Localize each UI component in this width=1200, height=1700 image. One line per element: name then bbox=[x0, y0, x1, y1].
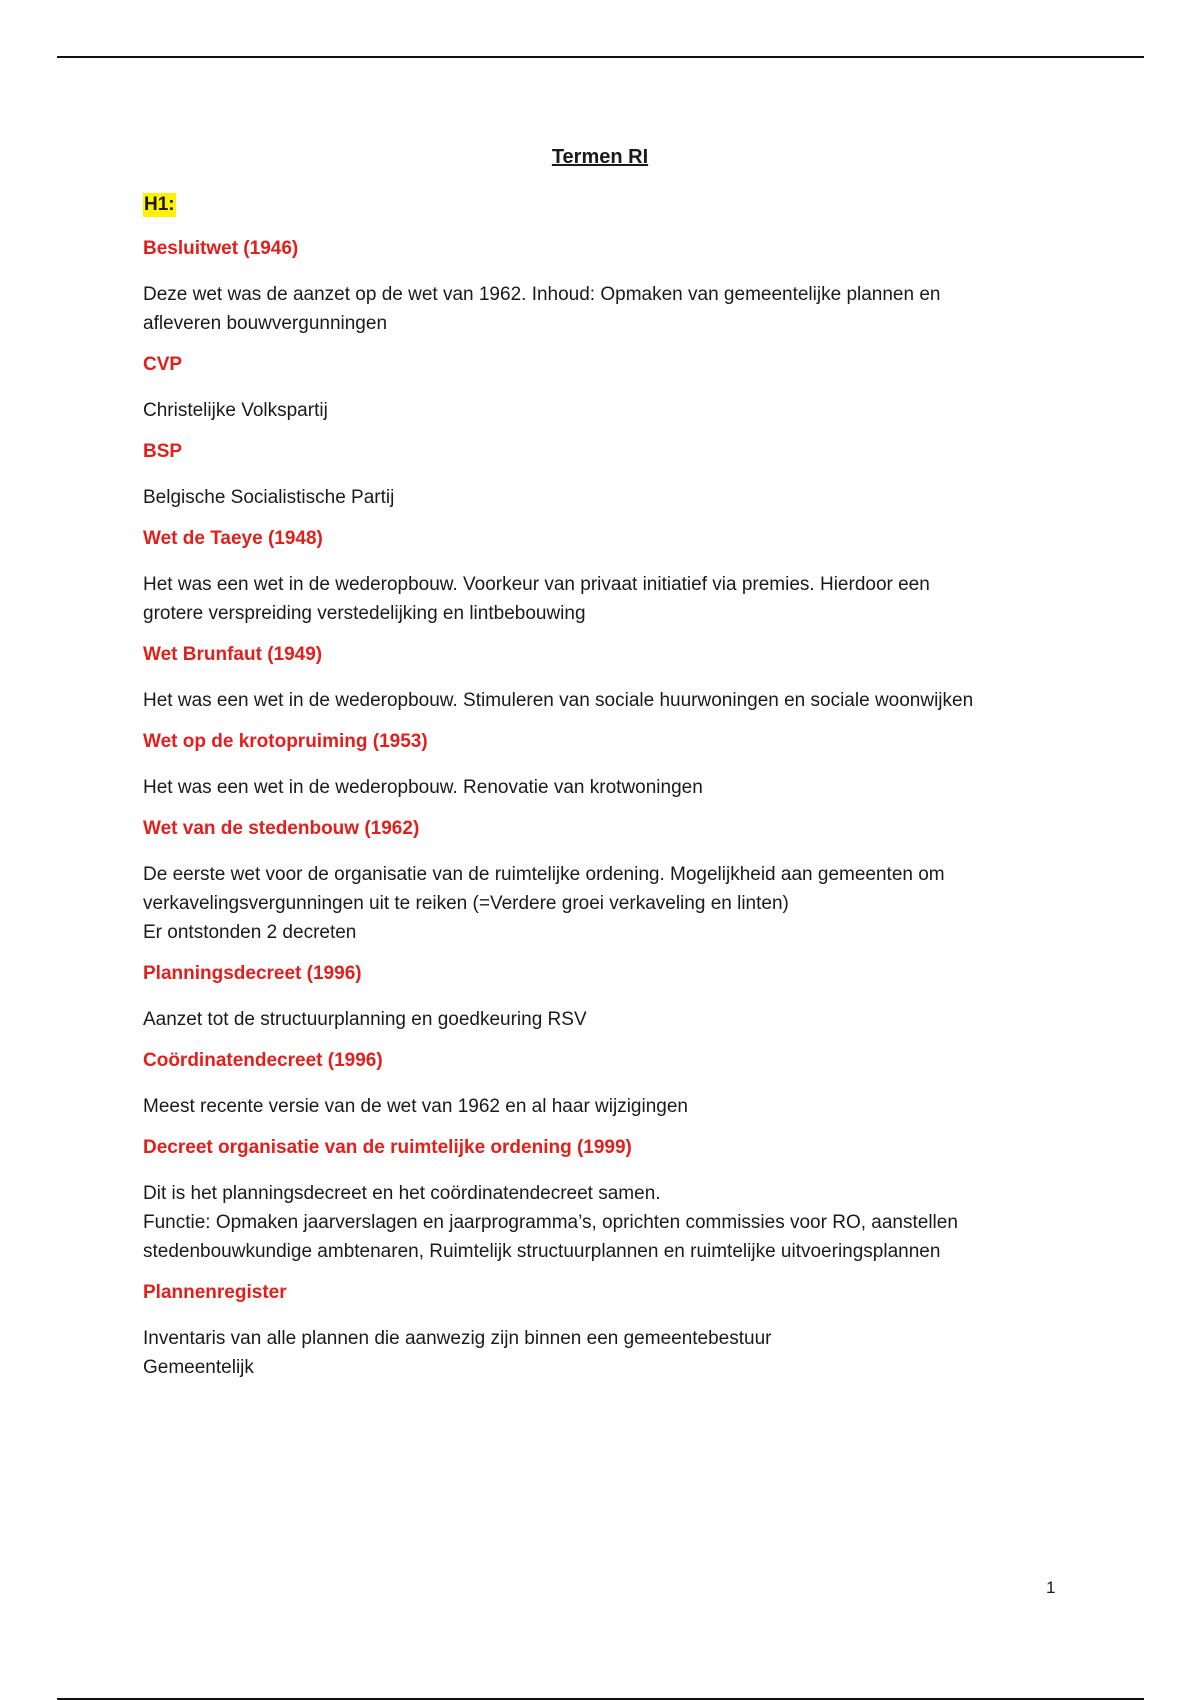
term-entry bbox=[143, 642, 1083, 715]
term-heading: BSP bbox=[143, 441, 183, 462]
definition-line: Aanzet tot de structuurplanning en goedkeuring RSV bbox=[143, 1009, 587, 1030]
term-entry bbox=[143, 1135, 1083, 1266]
definition-line: verkavelingsvergunningen uit te reiken (=Verdere groei verkaveling en linten) bbox=[143, 893, 789, 914]
definition-line: Het was een wet in de wederopbouw. Voorkeur van privaat initiatief via premies. Hierdoor een bbox=[143, 574, 930, 595]
definition-line: Gemeentelijk bbox=[143, 1357, 254, 1378]
term-entry bbox=[143, 1048, 1083, 1121]
definition-line: Belgische Socialistische Partij bbox=[143, 487, 395, 508]
definition-line: afleveren bouwvergunningen bbox=[143, 313, 388, 334]
term-entry bbox=[143, 439, 1083, 512]
definition-line: Functie: Opmaken jaarverslagen en jaarprogramma’s, oprichten commissies voor RO, aanstellen bbox=[143, 1212, 958, 1233]
definition-line: Het was een wet in de wederopbouw. Renovatie van krotwoningen bbox=[143, 777, 703, 798]
term-definition bbox=[143, 773, 1083, 802]
definition-line: Christelijke Volkspartij bbox=[143, 400, 328, 421]
term-list bbox=[143, 236, 1083, 1396]
term-definition bbox=[143, 483, 1083, 512]
term-heading: Coördinatendecreet (1996) bbox=[143, 1050, 383, 1071]
term-entry bbox=[143, 961, 1083, 1034]
definition-line: grotere verspreiding verstedelijking en lintbebouwing bbox=[143, 603, 586, 624]
term-definition bbox=[143, 1092, 1083, 1121]
term-definition bbox=[143, 860, 1083, 947]
definition-line: Meest recente versie van de wet van 1962 en al haar wijzigingen bbox=[143, 1096, 688, 1117]
term-entry bbox=[143, 1280, 1083, 1382]
header-rule bbox=[57, 56, 1144, 58]
term-definition bbox=[143, 1324, 1083, 1382]
chapter-label: H1: bbox=[144, 194, 175, 215]
term-entry bbox=[143, 352, 1083, 425]
page-number: 1 bbox=[1046, 1578, 1056, 1597]
term-definition bbox=[143, 280, 1083, 338]
term-definition bbox=[143, 396, 1083, 425]
term-entry bbox=[143, 729, 1083, 802]
term-definition bbox=[143, 1179, 1083, 1266]
term-definition bbox=[143, 1005, 1083, 1034]
term-heading: Besluitwet (1946) bbox=[143, 238, 299, 259]
definition-line: Het was een wet in de wederopbouw. Stimuleren van sociale huurwoningen en sociale woonwijken bbox=[143, 690, 974, 711]
definition-line: Inventaris van alle plannen die aanwezig zijn binnen een gemeentebestuur bbox=[143, 1328, 772, 1349]
term-heading: Wet van de stedenbouw (1962) bbox=[143, 818, 420, 839]
term-heading: Wet de Taeye (1948) bbox=[143, 528, 323, 549]
document-title: Termen RI bbox=[551, 146, 649, 168]
term-entry bbox=[143, 236, 1083, 338]
term-heading: CVP bbox=[143, 354, 183, 375]
term-definition bbox=[143, 570, 1083, 628]
definition-line: Dit is het planningsdecreet en het coördinatendecreet samen. bbox=[143, 1183, 661, 1204]
term-definition bbox=[143, 686, 1083, 715]
definition-line: stedenbouwkundige ambtenaren, Ruimtelijk structuurplannen en ruimtelijke uitvoeringsplannen bbox=[143, 1241, 941, 1262]
definition-line: Er ontstonden 2 decreten bbox=[143, 922, 357, 943]
term-entry bbox=[143, 816, 1083, 947]
term-entry bbox=[143, 526, 1083, 628]
term-heading: Wet Brunfaut (1949) bbox=[143, 644, 323, 665]
definition-line: De eerste wet voor de organisatie van de ruimtelijke ordening. Mogelijkheid aan gemeenten om bbox=[143, 864, 945, 885]
definition-line: Deze wet was de aanzet op de wet van 1962. Inhoud: Opmaken van gemeentelijke plannen en bbox=[143, 284, 941, 305]
term-heading: Planningsdecreet (1996) bbox=[143, 963, 362, 984]
term-heading: Decreet organisatie van de ruimtelijke ordening (1999) bbox=[143, 1137, 632, 1158]
term-heading: Wet op de krotopruiming (1953) bbox=[143, 731, 428, 752]
term-heading: Plannenregister bbox=[143, 1282, 287, 1303]
